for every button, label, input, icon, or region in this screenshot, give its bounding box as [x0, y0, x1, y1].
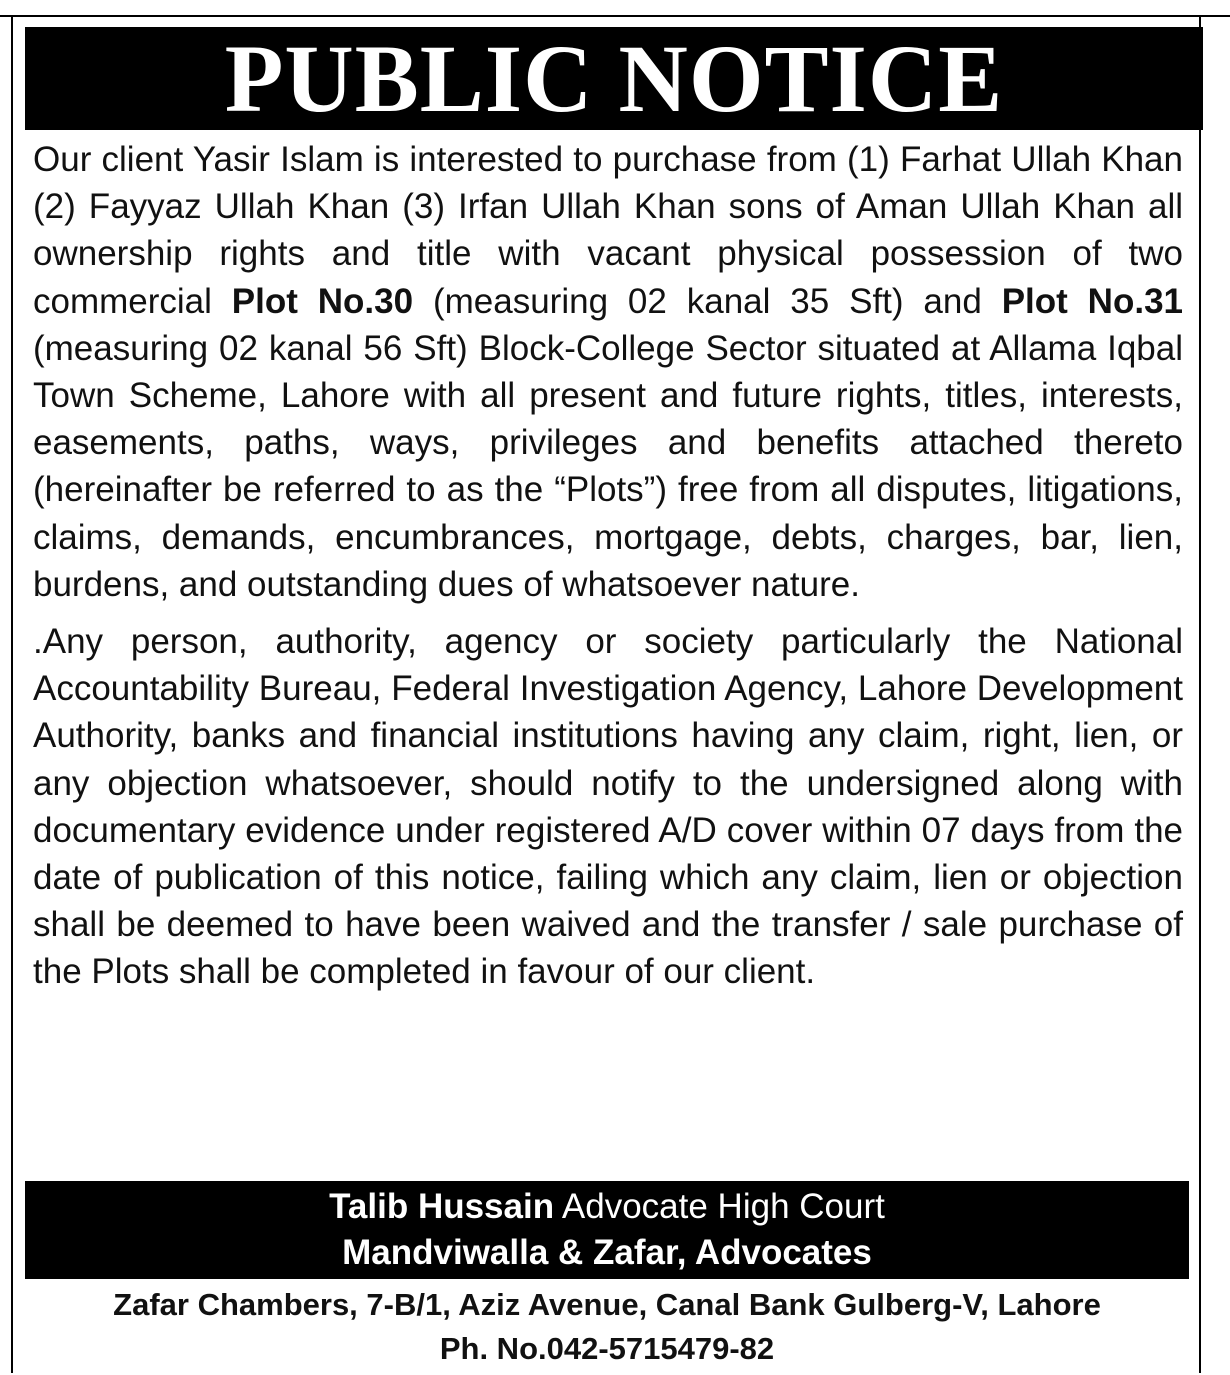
plot-31-label: Plot No.31: [1001, 281, 1183, 321]
paragraph-purchase-text-2: (measuring 02 kanal 35 Sft) and: [413, 281, 1002, 321]
paragraph-purchase: [33, 136, 1183, 608]
office-address: Zafar Chambers, 7-B/1, Aziz Avenue, Canal Bank Gulberg-V, Lahore: [113, 1287, 1101, 1322]
notice-body: [33, 136, 1183, 996]
law-firm-name: Mandviwalla & Zafar, Advocates: [342, 1233, 872, 1272]
notice-title: PUBLIC NOTICE: [25, 27, 1203, 130]
signoff-block: [25, 1181, 1189, 1279]
plot-30-label: Plot No.30: [231, 281, 414, 321]
advocate-name: Talib Hussain: [329, 1187, 555, 1226]
contact-block: [25, 1283, 1189, 1371]
paragraph-purchase-text-3: (measuring 02 kanal 56 Sft) Block-College Sector situated at Allama Iqbal Town Scheme, Lahore with all present and future rights, titles, interests, easements, paths, ways, privileges and benefits attached thereto (hereinafter be referred to as the “Plots”) free from all disputes, litigations, claims, demands, encumbrances, mortgage, debts, charges, bar, lien, burdens, and outstanding dues of whatsoever nature.: [33, 328, 1183, 604]
paragraph-objection: .Any person, authority, agency or society particularly the National Accountability Bureau, Federal Investigation Agency, Lahore Development Authority, banks and financial institutions having any claim, right, lien, or any objection whatsoever, should notify to the undersigned along with documentary evidence under registered A/D cover within 07 days from the date of publication of this notice, failing which any claim, lien or objection shall be deemed to have been waived and the transfer / sale purchase of the Plots shall be completed in favour of our client.: [33, 622, 1183, 992]
signoff-line-1: [25, 1184, 1189, 1230]
paragraph-purchase-text-1: Our client Yasir Islam is interested to purchase from (1) Farhat Ullah Khan (2) Fayyaz Ullah Khan (3) Irfan Ullah Khan sons of Aman Ullah Khan all ownership rights and title with vacant physical possession of two commercial: [33, 140, 1183, 321]
advocate-designation: Advocate High Court: [554, 1187, 885, 1226]
phone-number: Ph. No.042-5715479-82: [439, 1331, 775, 1366]
